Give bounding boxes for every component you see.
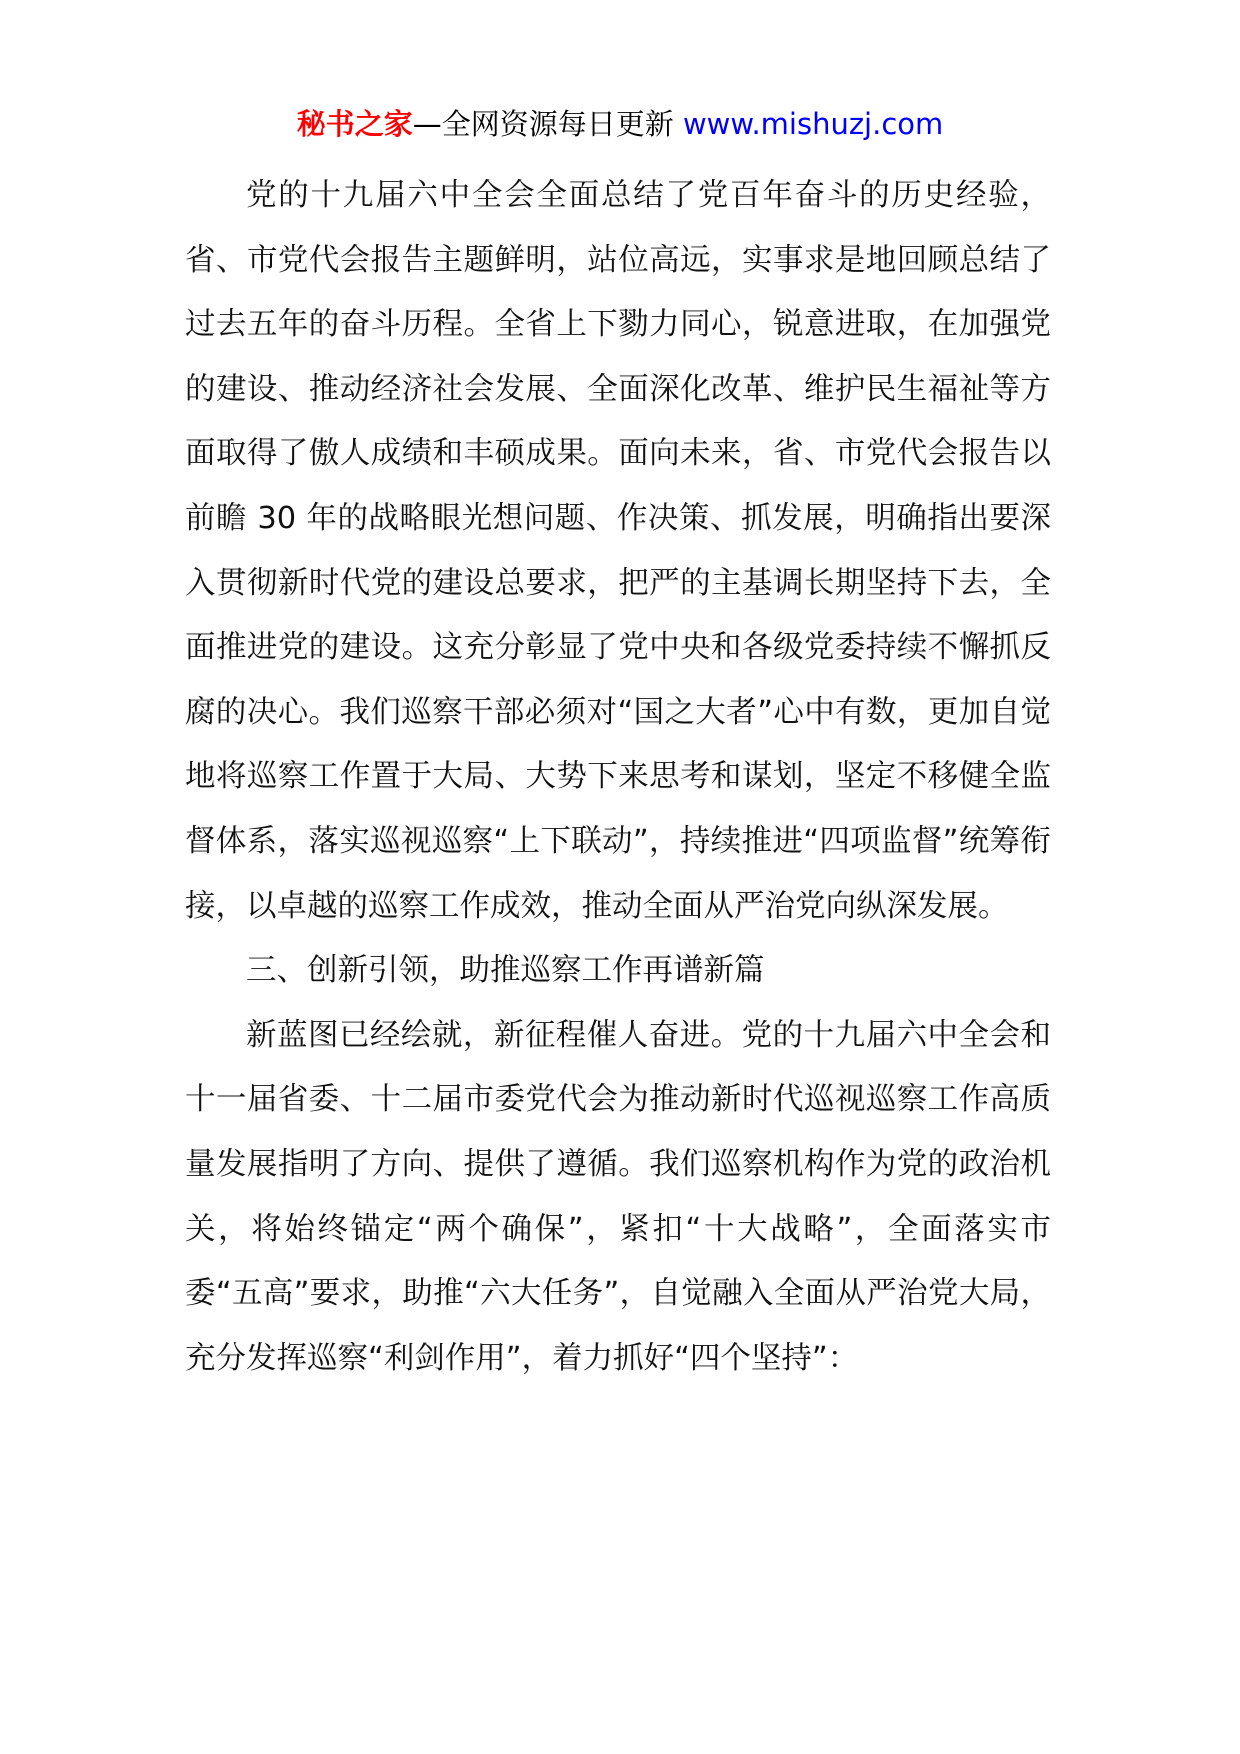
section-heading: 三、创新引领，助推巡察工作再谱新篇 bbox=[246, 953, 765, 989]
body-paragraph: 新蓝图已经绘就，新征程催人奋进。党的十九届六中全会和十一届省委、十二届市委党代会为推动新时代巡视巡察工作高质量发展指明了方向、提供了遵循。我们巡察机构作为党的政治机关，将始终锚定“两个确保”，紧扣“十大战略”，全面落实市委“五高”要求，助推“六大任务”，自觉融入全面从严治党大局，充分发挥巡察“利剑作用”，着力抓好“四个坚持”： bbox=[185, 1017, 1051, 1376]
body-paragraph: 党的十九届六中全会全面总结了党百年奋斗的历史经验，省、市党代会报告主题鲜明，站位高远，实事求是地回顾总结了过去五年的奋斗历程。全省上下勠力同心，锐意进取，在加强党的建设、推动经济社会发展、全面深化改革、维护民生福祉等方面取得了傲人成绩和丰硕成果。面向未来，省、市党代会报告以前瞻 30 年的战略眼光想问题、作决策、抓发展，明确指出要深入贯彻新时代党的建设总要求，把严的主基调长期坚持下去，全面推进党的建设。这充分彰显了党中央和各级党委持续不懈抓反腐的决心。我们巡察干部必须对“国之大者”心中有数，更加自觉地将巡察工作置于大局、大势下来思考和谋划，坚定不移健全监督体系，落实巡视巡察“上下联动”，持续推进“四项监督”统筹衔接，以卓越的巡察工作成效，推动全面从严治党向纵深发展。 bbox=[185, 178, 1051, 924]
brand-name: 秘书之家 bbox=[296, 107, 413, 141]
document-body bbox=[185, 164, 1051, 1391]
website-link[interactable]: www.mishuzj.com bbox=[682, 107, 944, 141]
page-header bbox=[0, 104, 1240, 144]
header-slogan: —全网资源每日更新 bbox=[412, 107, 674, 141]
